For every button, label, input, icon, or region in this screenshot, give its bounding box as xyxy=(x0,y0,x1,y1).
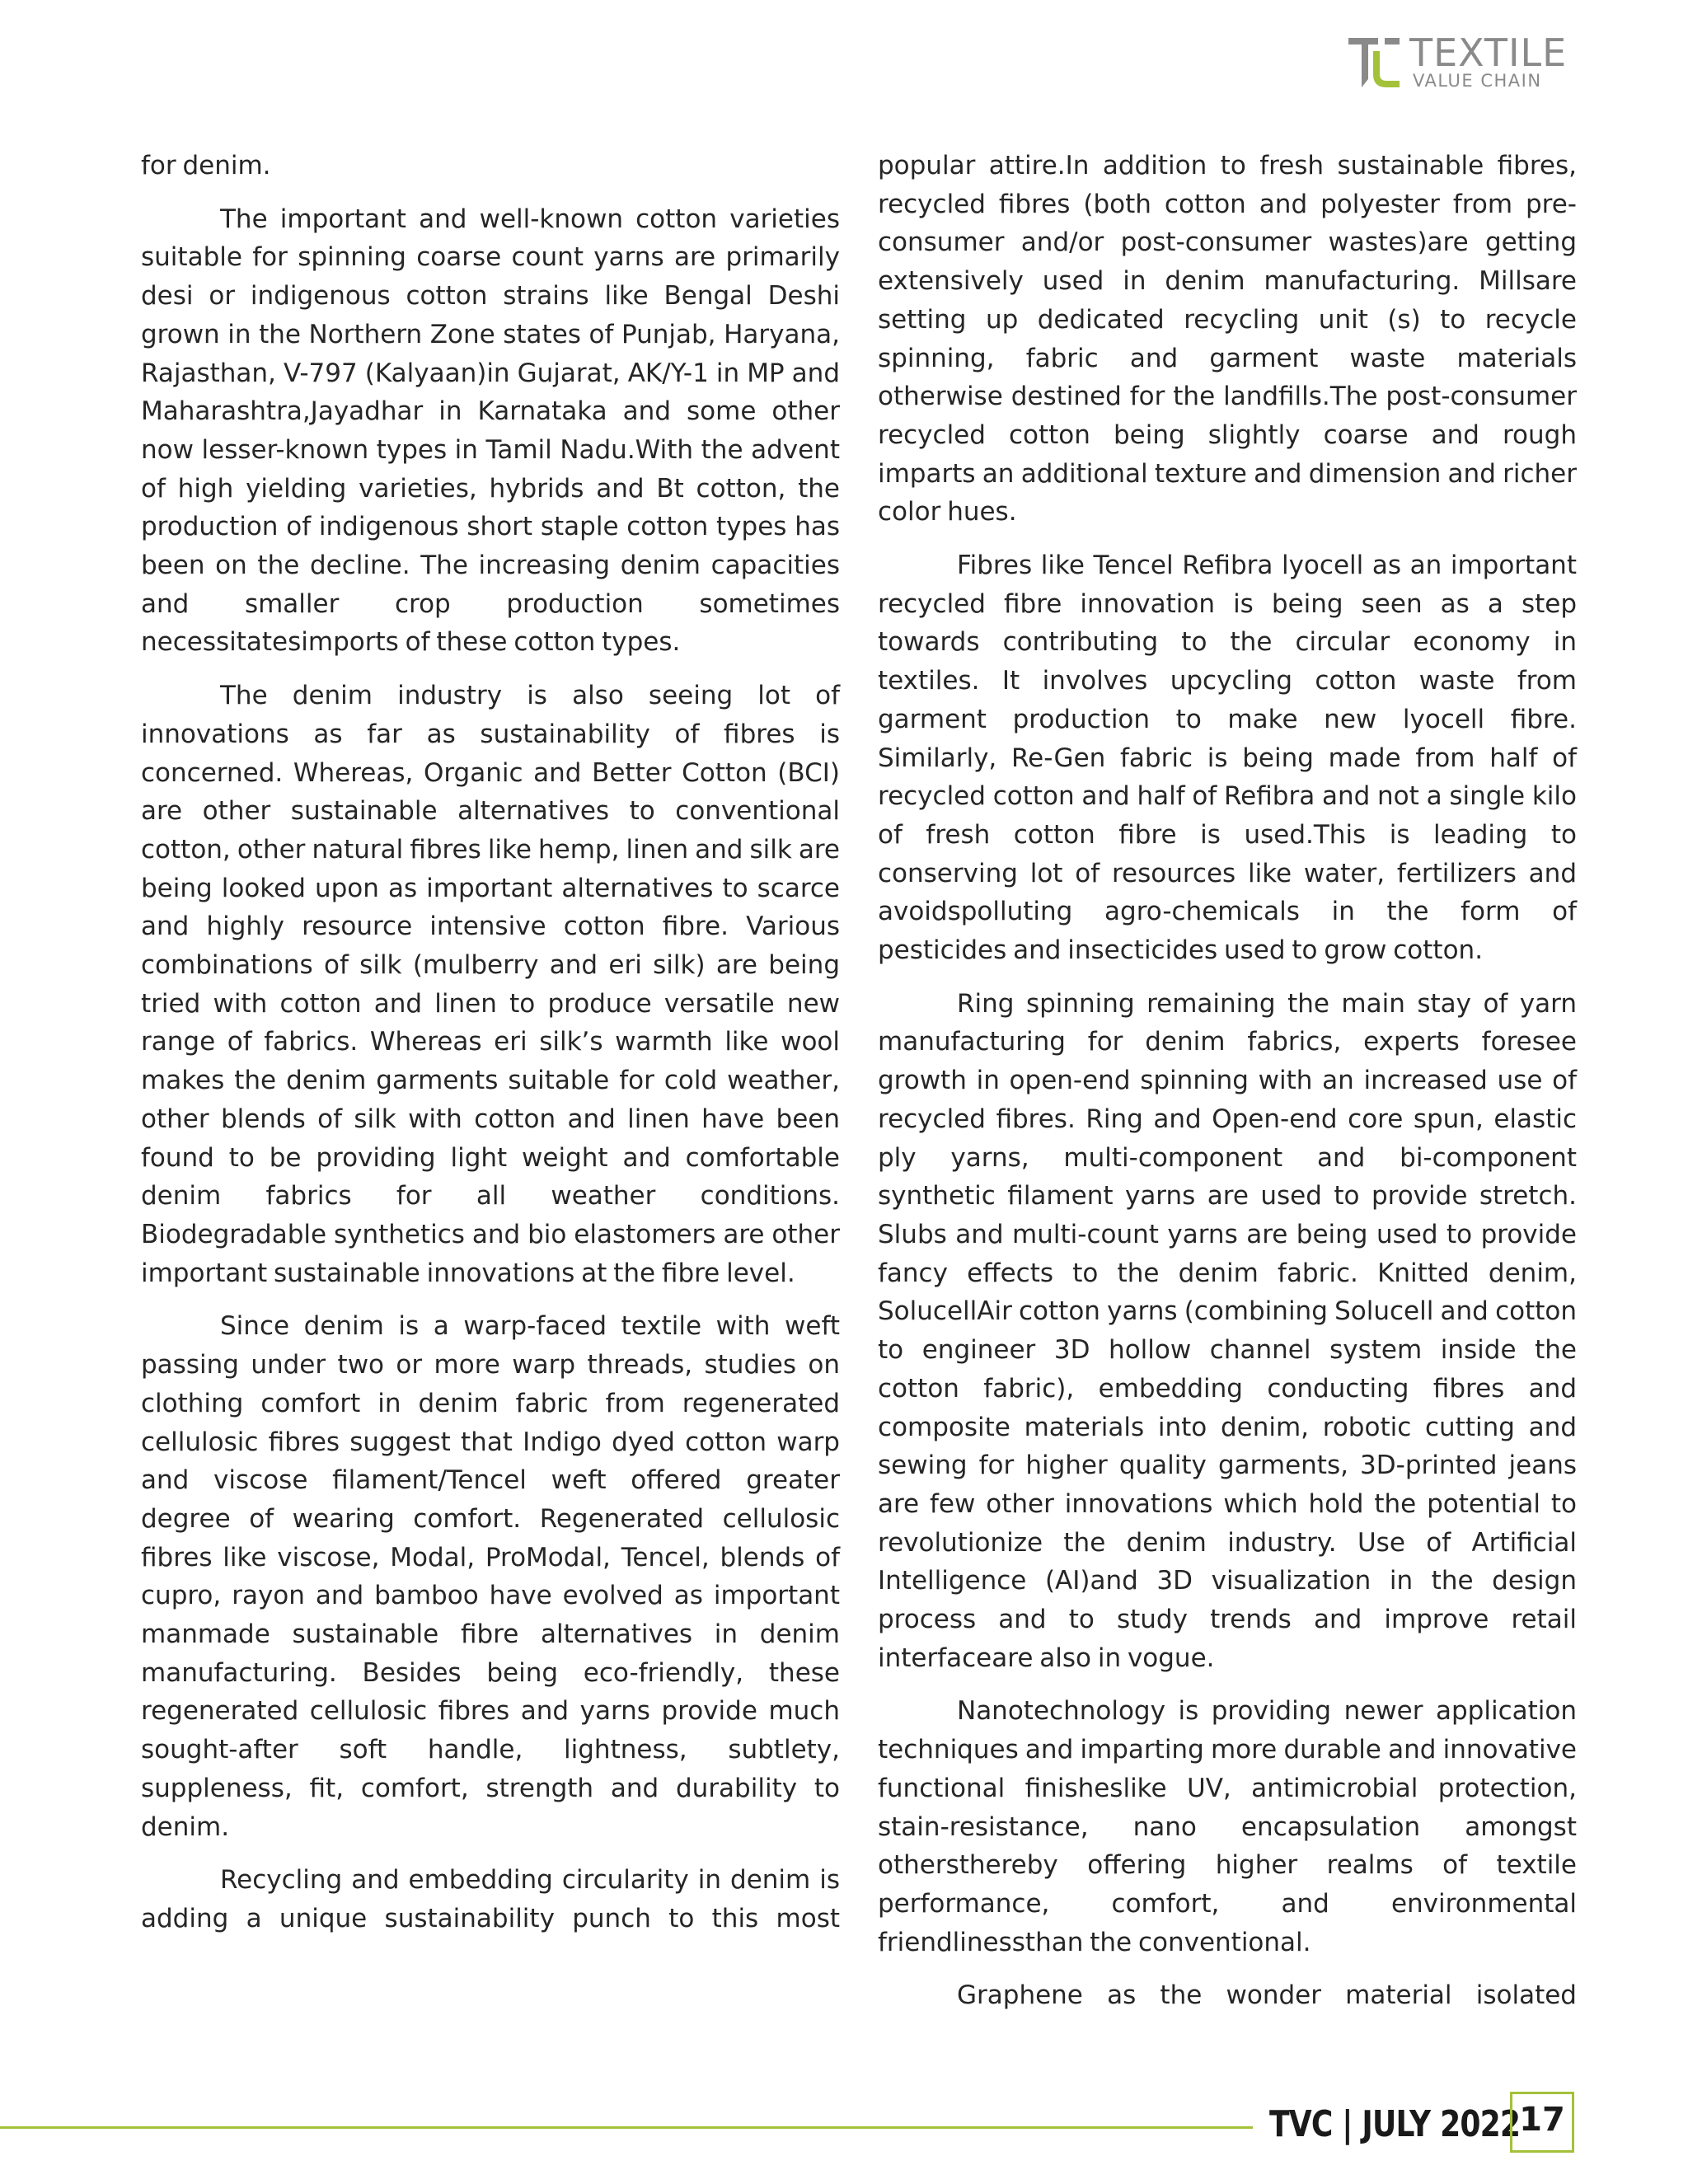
paragraph: popular attire.In addition to fresh sustainable fibres, recycled fibres (both cotton and polyester from pre-consumer and/or post-consumer wastes)are getting extensively used in denim manufacturing. Millsare setting up dedicated recycling unit (s) to recycle spinning, fabric and garment waste materials otherwise destined for the landfills.The post-consumer recycled cotton being slightly coarse and rough imparts an additional texture and dimension and richer color hues. xyxy=(878,151,1577,527)
paragraph: Recycling and embedding circularity in denim is adding a unique sustainability punch to this most xyxy=(141,1865,840,1933)
paragraph: Fibres like Tencel Refibra lyocell as an important recycled fibre innovation is being seen as a step towards contributing to the circular economy in textiles. It involves upcycling cotton waste from garment production to make new lyocell fibre. Similarly, Re-Gen fabric is being made from half of recycled cotton and half of Refibra and not a single kilo of fresh cotton fibre is used.This is leading to conserving lot of resources like water, fertilizers and avoidspolluting agro-chemicals in the form of pesticides and insecticides used to grow cotton. xyxy=(878,551,1577,966)
tvc-logo-icon xyxy=(1345,33,1404,92)
paragraph: Since denim is a warp-faced textile with weft passing under two or more warp threads, studies on clothing comfort in denim fabric from regenerated cellulosic fibres suggest that Indigo dyed cotton warp and viscose filament/Tencel weft offered greater degree of wearing comfort. Regenerated cellulosic fibres like viscose, Modal, ProModal, Tencel, blends of cupro, rayon and bamboo have evolved as important manmade sustainable fibre alternatives in denim manufacturing. Besides being eco-friendly, these regenerated cellulosic fibres and yarns provide much sought-after soft handle, lightness, subtlety, suppleness, fit, comfort, strength and durability to denim. xyxy=(141,1311,840,1842)
paragraph: Nanotechnology is providing newer application techniques and imparting more durable and innovative functional finisheslike UV, antimicrobial protection, stain-resistance, nano encapsulation amongst othersthereby offering higher realms of textile performance, comfort, and environmental friendlinessthan the conventional. xyxy=(878,1696,1577,1957)
textile-value-chain-logo xyxy=(1345,30,1584,96)
footer-issue: TVC | JULY 2022 xyxy=(1269,2103,1521,2145)
paragraph: The important and well-known cotton varieties suitable for spinning coarse count yarns are primarily desi or indigenous cotton strains like Bengal Deshi grown in the Northern Zone states of Punjab, Haryana, Rajasthan, V-797 (Kalyaan)in Gujarat, AK/Y-1 in MP and Maharashtra,Jayadhar in Karnataka and some other now lesser-known types in Tamil Nadu.With the advent of high yielding varieties, hybrids and Bt cotton, the production of indigenous short staple cotton types has been on the decline. The increasing denim capacities and smaller crop production sometimes necessitatesimports of these cotton types. xyxy=(141,204,840,658)
article-column-right xyxy=(878,147,1577,2030)
paragraph: Graphene as the wonder material isolated xyxy=(957,1980,1577,2011)
article-column-left xyxy=(141,147,840,1953)
paragraph: The denim industry is also seeing lot of innovations as far as sustainability of fibres is concerned. Whereas, Organic and Better Cotton (BCI) are other sustainable alternatives to conventional cotton, other natural fibres like hemp, linen and silk are being looked upon as important alternatives to scarce and highly resource intensive cotton fibre. Various combinations of silk (mulberry and eri silk) are being tried with cotton and linen to produce versatile new range of fabrics. Whereas eri silk’s warmth like wool makes the denim garments suitable for cold weather, other blends of silk with cotton and linen have been found to be providing light weight and comfortable denim fabrics for all weather conditions. Biodegradable synthetics and bio elastomers are other important sustainable innovations at the fibre level. xyxy=(141,681,840,1288)
logo-subtitle: VALUE CHAIN xyxy=(1413,71,1542,91)
footer-divider xyxy=(0,2126,1253,2129)
paragraph: Ring spinning remaining the main stay of yarn manufacturing for denim fabrics, experts foresee growth in open-end spinning with an increased use of recycled fibres. Ring and Open-end core spun, elastic ply yarns, multi-component and bi-component synthetic filament yarns are used to provide stretch. Slubs and multi-count yarns are being used to provide fancy effects to the denim fabric. Knitted denim, SolucellAir cotton yarns (combining Solucell and cotton to engineer 3D hollow channel system inside the cotton fabric), embedding conducting fibres and composite materials into denim, robotic cutting and sewing for higher quality garments, 3D-printed jeans are few other innovations which hold the potential to revolutionize the denim industry. Use of Artificial Intelligence (AI)and 3D visualization in the design process and to study trends and improve retail interfaceare also in vogue. xyxy=(878,988,1577,1673)
page-number: 17 xyxy=(1510,2092,1574,2153)
logo-title: TEXTILE xyxy=(1409,30,1568,75)
paragraph: for denim. xyxy=(141,151,271,180)
